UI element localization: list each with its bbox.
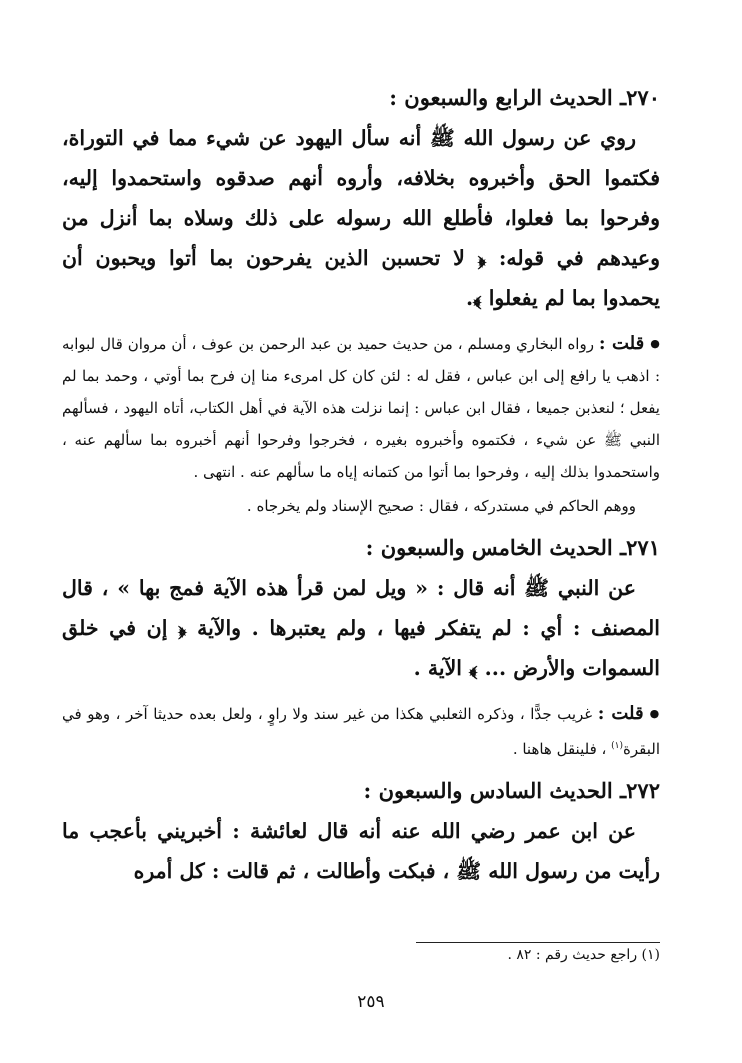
- hadith-271-text: عن النبي ﷺ أنه قال : « ويل لمن قرأ هذه الآية فمج بها » ، قال المصنف : أي : لم يتفكر فيها ، ولم يعتبرها . والآية ﴿ إن في خلق السموات والأرض ... ﴾ الآية .: [62, 576, 660, 680]
- commentary-label: قلت :: [598, 333, 645, 354]
- page-body: [62, 78, 660, 891]
- page-number: ٢٥٩: [357, 992, 385, 1012]
- hadith-270-extra-note: ووهم الحاكم في مستدركه ، فقال : صحيح الإسناد ولم يخرجاه .: [246, 497, 636, 515]
- hadith-270-heading: ٢٧٠ـ الحديث الرابع والسبعون :: [389, 85, 660, 110]
- hadith-271-heading: ٢٧١ـ الحديث الخامس والسبعون :: [365, 535, 660, 560]
- hadith-272-text: عن ابن عمر رضي الله عنه أنه قال لعائشة : أخبريني بأعجب ما رأيت من رسول الله ﷺ ، فبكت وأطالت ، ثم قالت : كل أمره: [62, 819, 660, 883]
- hadith-272-heading: ٢٧٢ـ الحديث السادس والسبعون :: [363, 778, 660, 803]
- footnote-divider: [416, 942, 660, 943]
- hadith-270-text: روي عن رسول الله ﷺ أنه سأل اليهود عن شيء مما في التوراة، فكتموا الحق وأخبروه بخلافه، وأروه أنهم صدقوه واستحمدوا إليه، وفرحوا بما فعلوا، فأطلع الله رسوله على ذلك وسلاه بما أنزل من وعيدهم في قوله: ﴿ لا تحسبن الذين يفرحون بما أتوا ويحبون أن يحمدوا بما لم يفعلوا ﴾.: [62, 126, 660, 310]
- commentary-text: رواه البخاري ومسلم ، من حديث حميد بن عبد الرحمن بن عوف ، أن مروان قال لبوابه : اذهب يا رافع إلى ابن عباس ، فقل له : لئن كان كل امرىء منا إن فرح بما أوتي ، وحمد بما لم يفعل ؛ لنعذبن جميعا ، فقال ابن عباس : إنما نزلت هذه الآية في أهل الكتاب، أتاه اليهود ، فسألهم النبي ﷺ عن شيء ، فكتموه وأخبروه بغيره ، فخرجوا وفرحوا أنهم أخبروه بما سألهم عنه ، واستحمدوا بذلك إليه ، وفرحوا بما أتوا من كتمانه إياه ما سألهم عنه . انتهى .: [62, 335, 660, 481]
- hadith-270-commentary: [62, 328, 660, 488]
- commentary-text-end: ، فلينقل هاهنا .: [512, 740, 612, 758]
- commentary-label: قلت :: [597, 703, 644, 724]
- bullet-icon: ●: [650, 337, 660, 350]
- hadith-271-commentary: [62, 698, 660, 765]
- bullet-icon: ●: [649, 707, 660, 720]
- commentary-text: غريب جدًّا ، وذكره الثعلبي هكذا من غير سند ولا راوٍ ، ولعل بعده حديثا آخر ، وهو في البقرة: [62, 705, 660, 758]
- footnote-marker: (١): [611, 741, 623, 751]
- footnote: (١) راجع حديث رقم : ٨٢ .: [507, 947, 660, 963]
